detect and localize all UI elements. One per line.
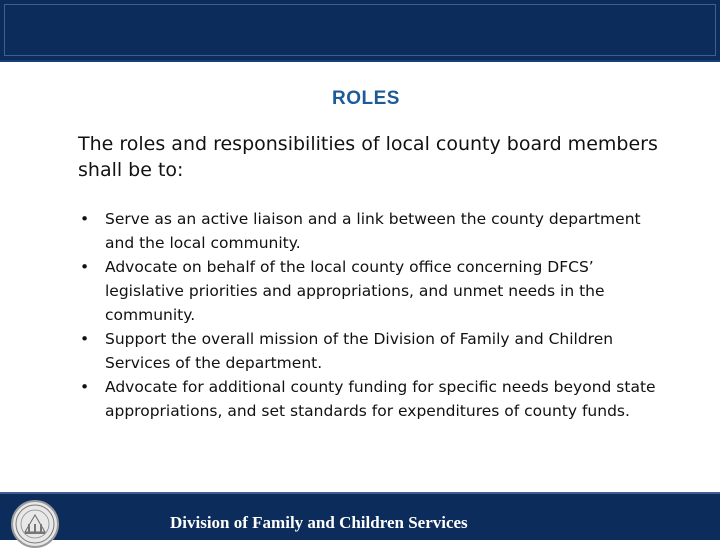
bullet-icon: • bbox=[80, 378, 90, 396]
footer-band bbox=[0, 492, 720, 540]
intro-paragraph: The roles and responsibilities of local county board members shall be to: bbox=[78, 133, 658, 181]
header-band bbox=[0, 0, 720, 62]
bullet-icon: • bbox=[80, 210, 90, 228]
slide-title: ROLES bbox=[332, 88, 400, 109]
list-item-text: Advocate for additional county funding for specific needs beyond state appropriations, and set standards for expenditures of county funds. bbox=[105, 378, 656, 420]
list-item-text: Advocate on behalf of the local county office concerning DFCS’ legislative priorities and appropriations, and unmet needs in the community. bbox=[105, 258, 605, 324]
roles-list bbox=[78, 207, 658, 423]
footer-organization-name: Division of Family and Children Services bbox=[170, 513, 468, 532]
list-item bbox=[78, 375, 658, 423]
list-item bbox=[78, 255, 658, 327]
bullet-icon: • bbox=[80, 330, 90, 348]
header-band-border bbox=[4, 4, 716, 56]
list-item-text: Support the overall mission of the Division of Family and Children Services of the department. bbox=[105, 330, 614, 372]
list-item bbox=[78, 207, 658, 255]
list-item-text: Serve as an active liaison and a link between the county department and the local community. bbox=[105, 210, 641, 252]
bullet-icon: • bbox=[80, 258, 90, 276]
list-item bbox=[78, 327, 658, 375]
state-seal-icon bbox=[11, 500, 59, 548]
